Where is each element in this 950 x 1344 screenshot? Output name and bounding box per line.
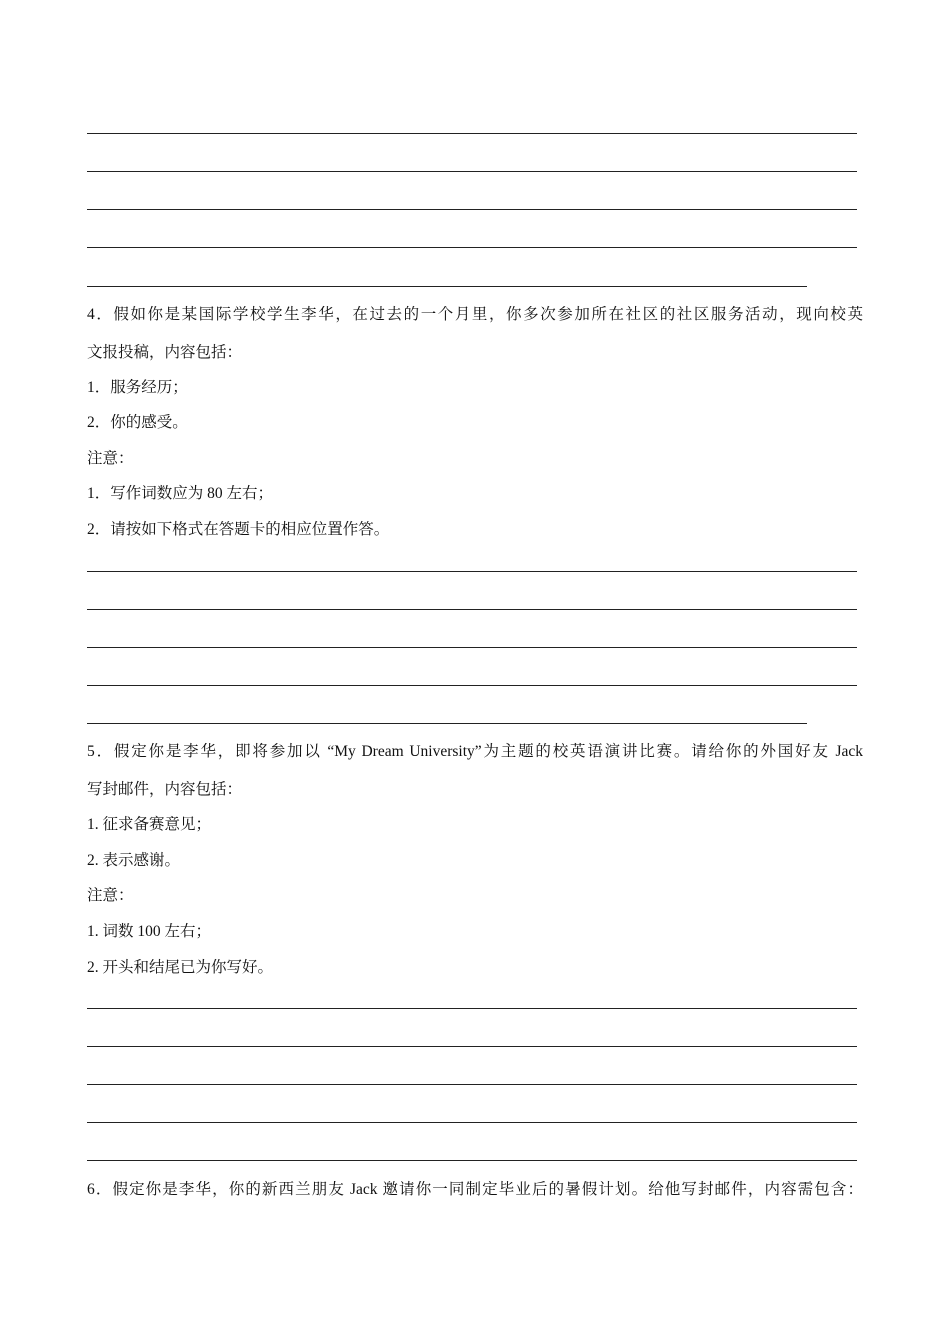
q4-note-label: 注意： [87,450,134,467]
answer-line[interactable] [87,647,857,648]
q6-prompt-line-1: 6．假定你是李华，你的新西兰朋友 Jack 邀请你一同制定毕业后的暑假计划。给他写封邮件，内容需包含： [87,1181,863,1198]
answer-line[interactable] [87,1046,857,1047]
answer-line[interactable] [87,1122,857,1123]
answer-line[interactable] [87,1084,857,1085]
answer-line[interactable] [87,171,857,172]
answer-line[interactable] [87,1160,857,1161]
answer-line[interactable] [87,609,857,610]
answer-line[interactable] [87,247,857,248]
answer-line[interactable] [87,286,807,287]
q5-note-1: 1. 词数 100 左右； [87,923,212,940]
q4-item-2: 2．你的感受。 [87,414,188,431]
q4-note-2: 2．请按如下格式在答题卡的相应位置作答。 [87,521,390,538]
q5-item-2: 2. 表示感谢。 [87,852,181,869]
q4-note-1: 1．写作词数应为 80 左右； [87,485,274,502]
q4-item-1: 1．服务经历； [87,379,188,396]
q5-prompt-line-2: 写封邮件，内容包括： [87,781,243,798]
answer-line[interactable] [87,723,807,724]
answer-line[interactable] [87,571,857,572]
q5-item-1: 1. 征求备赛意见； [87,816,212,833]
q4-prompt-line-2: 文报投稿，内容包括： [87,344,243,361]
q5-prompt-line-1: 5．假定你是李华，即将参加以 “My Dream University”为主题的校英语演讲比赛。请给你的外国好友 Jack [87,743,863,760]
answer-line[interactable] [87,1008,857,1009]
q4-prompt-line-1: 4．假如你是某国际学校学生李华，在过去的一个月里，你多次参加所在社区的社区服务活动，现向校英 [87,306,863,323]
q5-note-label: 注意： [87,887,134,904]
answer-line[interactable] [87,133,857,134]
answer-line[interactable] [87,685,857,686]
q5-note-2: 2. 开头和结尾已为你写好。 [87,959,274,976]
answer-line[interactable] [87,209,857,210]
